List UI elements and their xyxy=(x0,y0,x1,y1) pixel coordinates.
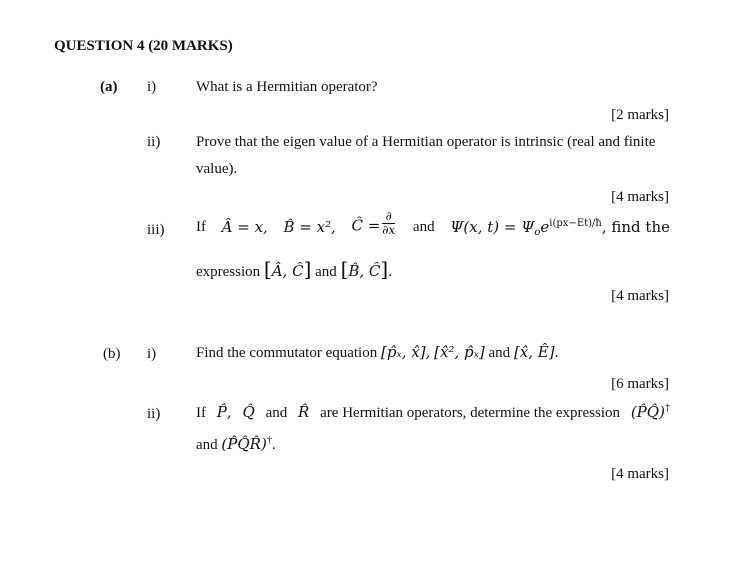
and-word: and xyxy=(265,405,288,421)
wavefunction-definition xyxy=(450,218,670,239)
fraction-numerator: ∂ xyxy=(382,210,395,224)
adjoint-pq-expression xyxy=(631,403,670,421)
part-b-ii-marks: [4 marks] xyxy=(611,466,669,482)
part-a-iii-question-line2 xyxy=(196,257,392,281)
part-a-ii-marks: [4 marks] xyxy=(611,189,669,205)
if-word: If xyxy=(196,405,206,421)
operator-c-symbol: Ĉ = xyxy=(351,216,381,235)
operator-r: R̂ xyxy=(298,403,310,421)
commutator-question-text: Find the commutator equation xyxy=(196,345,378,361)
part-b-ii-question-line2 xyxy=(196,435,276,454)
and-word: and xyxy=(412,218,435,235)
left-bracket-icon: [ xyxy=(340,257,349,281)
part-a-ii-question-line1: Prove that the eigen value of a Hermitian operator is intrinsic (real and finite xyxy=(196,134,656,150)
fraction-denominator: ∂x xyxy=(382,222,396,237)
part-a-iii-marks: [4 marks] xyxy=(611,288,669,304)
part-a-ii-number: ii) xyxy=(147,134,161,150)
part-b-ii-question-line1 xyxy=(196,403,670,422)
part-b-label: (b) xyxy=(103,346,121,362)
and-word: and xyxy=(488,345,511,361)
psi-subscript: o xyxy=(534,227,541,239)
part-a-i-number: i) xyxy=(147,79,157,95)
part-b-i-marks: [6 marks] xyxy=(611,376,669,392)
dagger-symbol: † xyxy=(664,403,670,414)
commutator-a-c: Â, Ĉ xyxy=(271,262,304,280)
if-word: If xyxy=(196,218,206,235)
hermitian-text: are Hermitian operators, determine the expression xyxy=(320,405,621,421)
part-b-i-number: i) xyxy=(147,346,157,362)
dagger-symbol-2: † xyxy=(266,435,272,446)
question-title: QUESTION 4 (20 MARKS) xyxy=(54,38,233,54)
psi-exponent: i(px−Et)/ħ xyxy=(549,218,602,230)
part-a-ii-question-line2: value). xyxy=(196,161,238,177)
commutator-px-x: [p̂ₓ, x̂], xyxy=(380,343,431,361)
operator-b-definition: B̂ = x², xyxy=(283,218,336,237)
part-a-label: (a) xyxy=(100,79,118,95)
expression-pqr: (P̂Q̂R̂) xyxy=(221,435,267,453)
commutator-b-c: B̂, Ĉ xyxy=(348,262,381,280)
operator-a-definition: Â = x, xyxy=(221,218,268,237)
period: . xyxy=(554,345,559,361)
left-bracket-icon: [ xyxy=(263,257,272,281)
right-bracket-icon: ] xyxy=(380,257,389,281)
part-b-ii-number: ii) xyxy=(147,406,161,422)
commutator-x-e: [x̂, Ê] xyxy=(513,343,555,361)
operator-q: Q̂ xyxy=(242,403,255,421)
period: . xyxy=(388,264,392,280)
part-a-i-question: What is a Hermitian operator? xyxy=(196,79,378,95)
part-a-iii-question-line1 xyxy=(196,209,670,240)
operator-p: P̂, xyxy=(216,403,232,421)
and-word-2: and xyxy=(315,264,337,280)
part-b-i-question xyxy=(196,343,558,362)
operator-c-definition xyxy=(351,209,397,240)
and-word-2: and xyxy=(196,437,218,453)
find-the-text: , find the xyxy=(601,218,670,237)
period: . xyxy=(271,437,276,453)
part-a-iii-number: iii) xyxy=(147,222,165,238)
commutator-x2-px: [x̂², p̂ₓ] xyxy=(434,343,485,361)
psi-exponential: e xyxy=(540,218,550,237)
partial-derivative-fraction xyxy=(382,210,395,236)
right-bracket-icon: ] xyxy=(303,257,312,281)
expression-word: expression xyxy=(196,264,261,280)
expression-pq: (P̂Q̂) xyxy=(630,403,665,421)
psi-lhs: Ψ(x, t) = Ψ xyxy=(450,218,535,237)
part-a-i-marks: [2 marks] xyxy=(611,107,669,123)
